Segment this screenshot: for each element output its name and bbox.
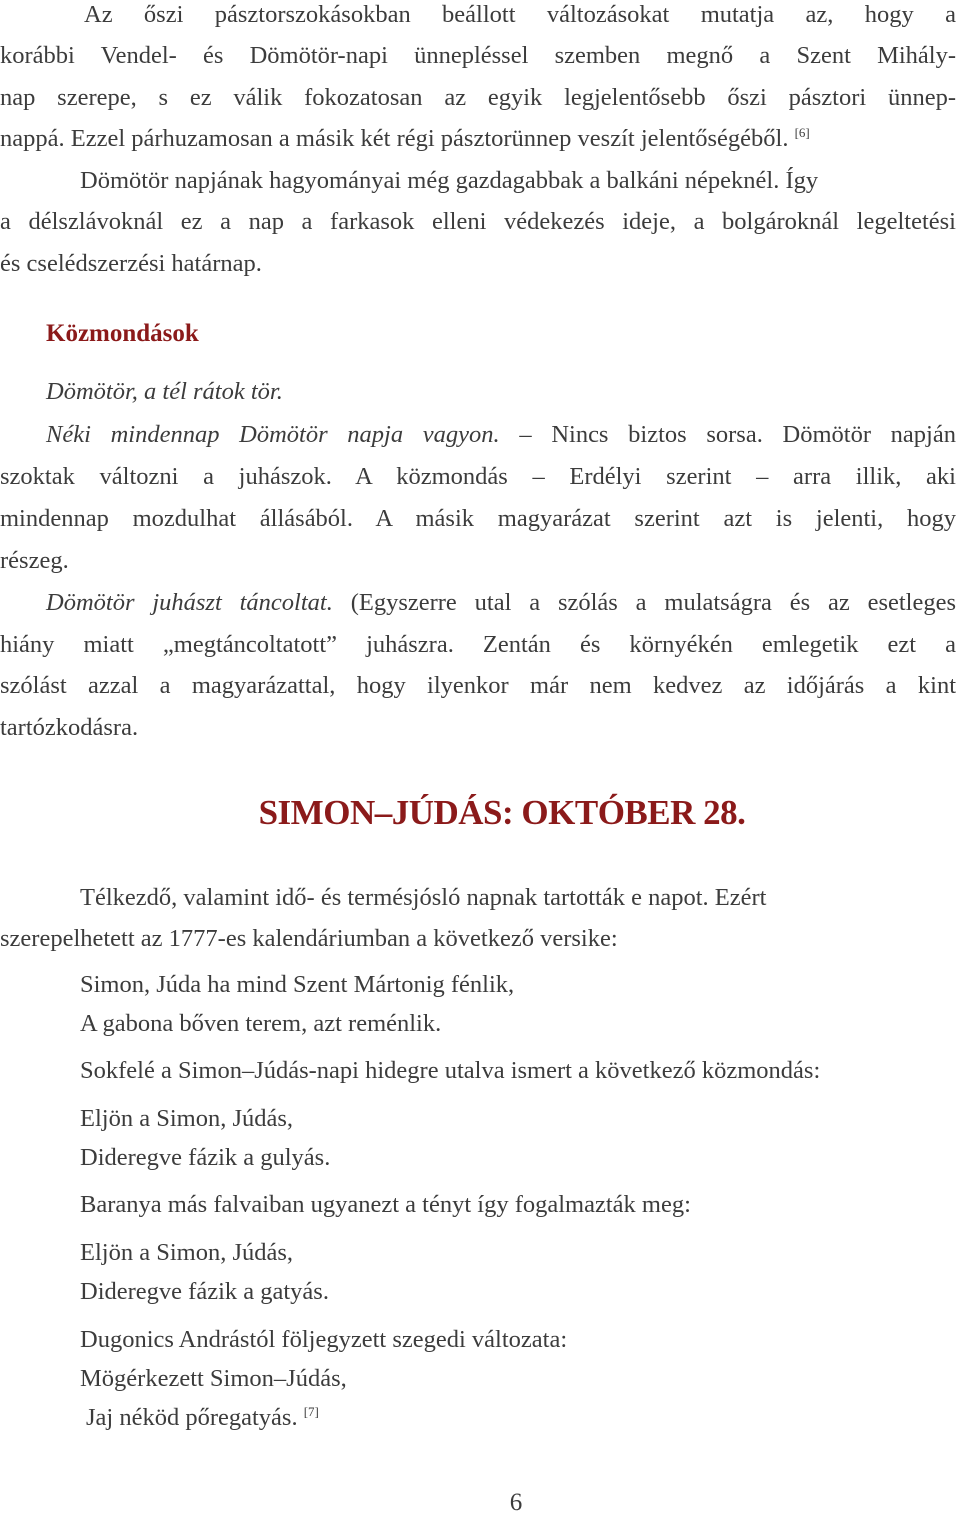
body-text-line: mindennap mozdulhat állásából. A másik magyarázat szerint azt is jelenti, hogy	[0, 505, 956, 532]
proverb-line: Néki mindennap Dömötör napja vagyon. – Nincs biztos sorsa. Dömötör napján	[46, 421, 956, 448]
body-text-line: Dugonics Andrástól följegyzett szegedi változata:	[80, 1326, 568, 1353]
proverb-line: Dömötör, a tél rátok tör.	[46, 378, 283, 405]
section-heading: Közmondások	[46, 320, 199, 347]
verse-line: Jaj néköd pőregatyás. [7]	[86, 1403, 319, 1431]
verse-line: Simon, Júda ha mind Szent Mártonig fénlik,	[80, 971, 515, 998]
verse-line: Eljön a Simon, Júdás,	[80, 1105, 294, 1132]
body-text-line: szerepelhetett az 1777-es kalendáriumban a következő versike:	[0, 925, 618, 952]
body-text-line: tartózkodásra.	[0, 714, 139, 741]
verse-line: A gabona bőven terem, azt reménlik.	[80, 1010, 442, 1037]
body-text-line: Télkezdő, valamint idő- és termésjósló napnak tartották e napot. Ezért	[80, 884, 767, 911]
body-text-line: szoktak változni a juhászok. A közmondás – Erdélyi szerint – arra illik, aki	[0, 463, 956, 490]
body-text-line: Sokfelé a Simon–Júdás-napi hidegre utalva ismert a következő közmondás:	[80, 1057, 821, 1084]
body-text-line: Dömötör napjának hagyományai még gazdagabbak a balkáni népeknél. Így	[80, 167, 819, 194]
footnote-ref: [7]	[303, 1403, 319, 1419]
body-text-line: Az őszi pásztorszokásokban beállott változásokat mutatja az, hogy a	[84, 1, 956, 28]
body-text-line: nappá. Ezzel párhuzamosan a másik két régi pásztorünnep veszít jelentőségéből. [6]	[0, 124, 810, 152]
verse-line: Mögérkezett Simon–Júdás,	[80, 1365, 347, 1392]
section-title: SIMON–JÚDÁS: OKTÓBER 28.	[258, 793, 746, 832]
body-text-line: szólást azzal a magyarázattal, hogy ilyenkor már nem kedvez az időjárás a kint	[0, 672, 956, 699]
body-text-line: hiány miatt „megtáncoltatott” juhászra. Zentán és környékén emlegetik ezt a	[0, 631, 956, 658]
verse-line: Dideregve fázik a gulyás.	[80, 1144, 331, 1171]
page-number: 6	[509, 1489, 523, 1516]
body-text-line: korábbi Vendel- és Dömötör-napi ünnepléssel szemben megnő a Szent Mihály-	[0, 42, 956, 69]
verse-line: Dideregve fázik a gatyás.	[80, 1278, 329, 1305]
proverb-line: Dömötör juhászt táncoltat. (Egyszerre utal a szólás a mulatságra és az esetleges	[46, 589, 956, 616]
body-text-line: nap szerepe, s ez válik fokozatosan az egyik legjelentősebb őszi pásztori ünnep-	[0, 84, 956, 111]
verse-line: Eljön a Simon, Júdás,	[80, 1239, 294, 1266]
body-text-line: a délszlávoknál ez a nap a farkasok elleni védekezés ideje, a bolgároknál legeltetési	[0, 208, 956, 235]
body-text-line: és cselédszerzési határnap.	[0, 250, 262, 277]
body-text-line: Baranya más falvaiban ugyanezt a tényt így fogalmazták meg:	[80, 1191, 691, 1218]
body-text-line: részeg.	[0, 547, 69, 574]
footnote-ref: [6]	[794, 124, 810, 140]
